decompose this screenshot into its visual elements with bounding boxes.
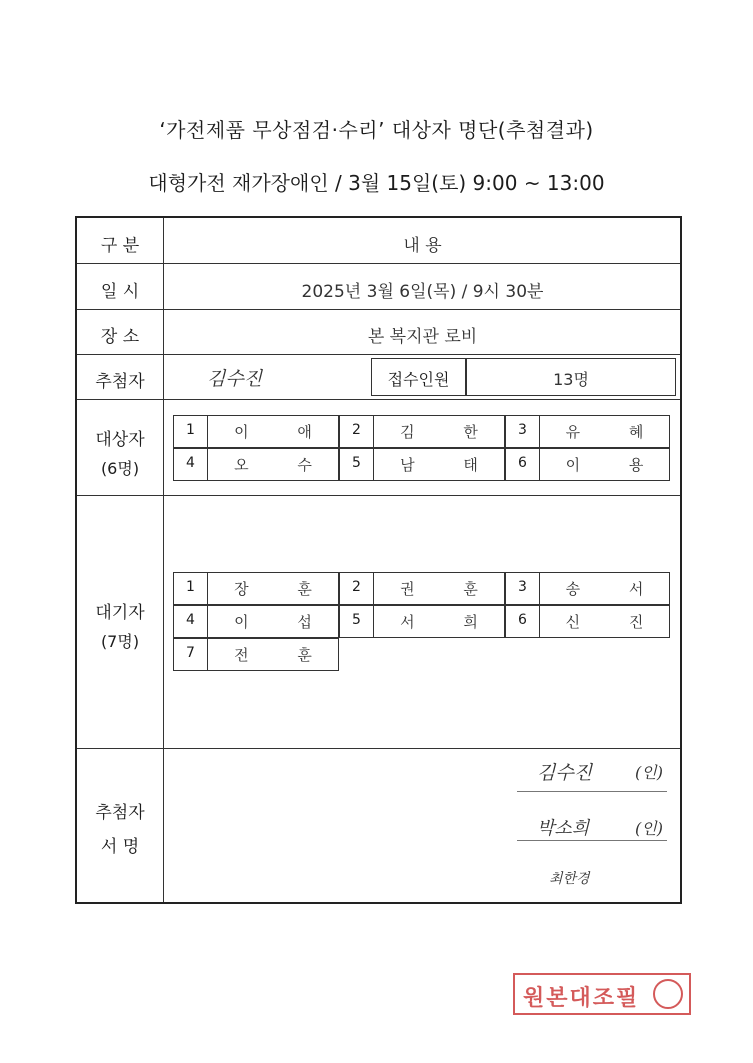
waitlist-label: 대기자 — [95, 603, 145, 623]
item-name: 송 서 — [565, 580, 666, 598]
certified-copy-stamp — [513, 973, 691, 1015]
item-number: 7 — [174, 639, 208, 670]
signatures-label-line2: 서 명 — [100, 837, 140, 857]
target-item — [339, 415, 505, 448]
target-item — [339, 448, 505, 481]
signer-seal: (인) — [635, 763, 663, 782]
datetime-value: 2025년 3월 6일(목) / 9시 30분 — [301, 282, 544, 302]
document-title: ‘가전제품 무상점검·수리’ 대상자 명단(추첨결과) — [159, 118, 594, 142]
stamp-text: 원본대조필 — [523, 986, 640, 1011]
item-number: 5 — [340, 449, 374, 480]
column-divider — [163, 218, 164, 902]
item-name: 전 훈 — [234, 646, 334, 664]
item-number: 3 — [506, 416, 540, 447]
drawer-label: 추첨자 — [95, 372, 145, 392]
item-name: 신 진 — [565, 613, 666, 631]
item-name: 이 섭 — [234, 613, 334, 631]
target-item — [173, 448, 339, 481]
signer-name: 최한경 — [549, 871, 590, 887]
applicants-label: 접수인원 — [387, 370, 450, 389]
item-number: 6 — [506, 449, 540, 480]
document-subtitle: 대형가전 재가장애인 / 3월 15일(토) 9:00 ~ 13:00 — [148, 171, 605, 195]
item-number: 6 — [506, 606, 540, 637]
waitlist-count: (7명) — [100, 632, 140, 651]
applicants-value-box — [466, 358, 676, 396]
item-number: 5 — [340, 606, 374, 637]
item-name: 이 애 — [234, 423, 334, 441]
applicants-label-box — [371, 358, 466, 396]
item-number: 1 — [174, 573, 208, 604]
row-divider — [77, 748, 680, 749]
target-item — [505, 448, 670, 481]
item-number: 2 — [340, 573, 374, 604]
item-number: 2 — [340, 416, 374, 447]
waitlist-item — [339, 572, 505, 605]
datetime-label: 일 시 — [100, 282, 140, 302]
item-name: 오 수 — [234, 456, 334, 474]
signatures-label-line1: 추첨자 — [95, 803, 145, 823]
item-name: 권 훈 — [400, 580, 500, 598]
signer-name: 박소희 — [537, 818, 590, 839]
item-name: 이 용 — [565, 456, 666, 474]
item-name: 남 태 — [400, 456, 500, 474]
applicants-value: 13명 — [553, 370, 589, 389]
item-name: 김 한 — [400, 423, 500, 441]
waitlist-item — [173, 605, 339, 638]
row-divider — [77, 399, 680, 400]
place-label: 장 소 — [100, 327, 140, 347]
item-name: 서 희 — [400, 613, 500, 631]
drawer-signature: 김수진 — [207, 368, 263, 390]
item-number: 4 — [174, 606, 208, 637]
signature-line — [517, 791, 667, 792]
item-number: 1 — [174, 416, 208, 447]
row-divider — [77, 354, 680, 355]
item-name: 장 훈 — [234, 580, 334, 598]
targets-count: (6명) — [100, 459, 140, 478]
row-divider — [77, 495, 680, 496]
row-divider — [77, 263, 680, 264]
target-item — [173, 415, 339, 448]
item-number: 3 — [506, 573, 540, 604]
row-divider — [77, 309, 680, 310]
waitlist-item — [505, 572, 670, 605]
waitlist-item — [339, 605, 505, 638]
signer-seal: (인) — [635, 819, 663, 838]
item-number: 4 — [174, 449, 208, 480]
signature-line — [517, 840, 667, 841]
signer-name: 김수진 — [537, 762, 593, 784]
results-table — [75, 216, 682, 904]
seal-icon — [653, 979, 683, 1009]
header-content: 내 용 — [403, 236, 442, 256]
waitlist-item — [173, 638, 339, 671]
waitlist-item — [173, 572, 339, 605]
place-value: 본 복지관 로비 — [367, 327, 478, 347]
header-label: 구 분 — [100, 236, 140, 256]
item-name: 유 혜 — [565, 423, 666, 441]
waitlist-item — [505, 605, 670, 638]
targets-label: 대상자 — [95, 430, 145, 450]
target-item — [505, 415, 670, 448]
